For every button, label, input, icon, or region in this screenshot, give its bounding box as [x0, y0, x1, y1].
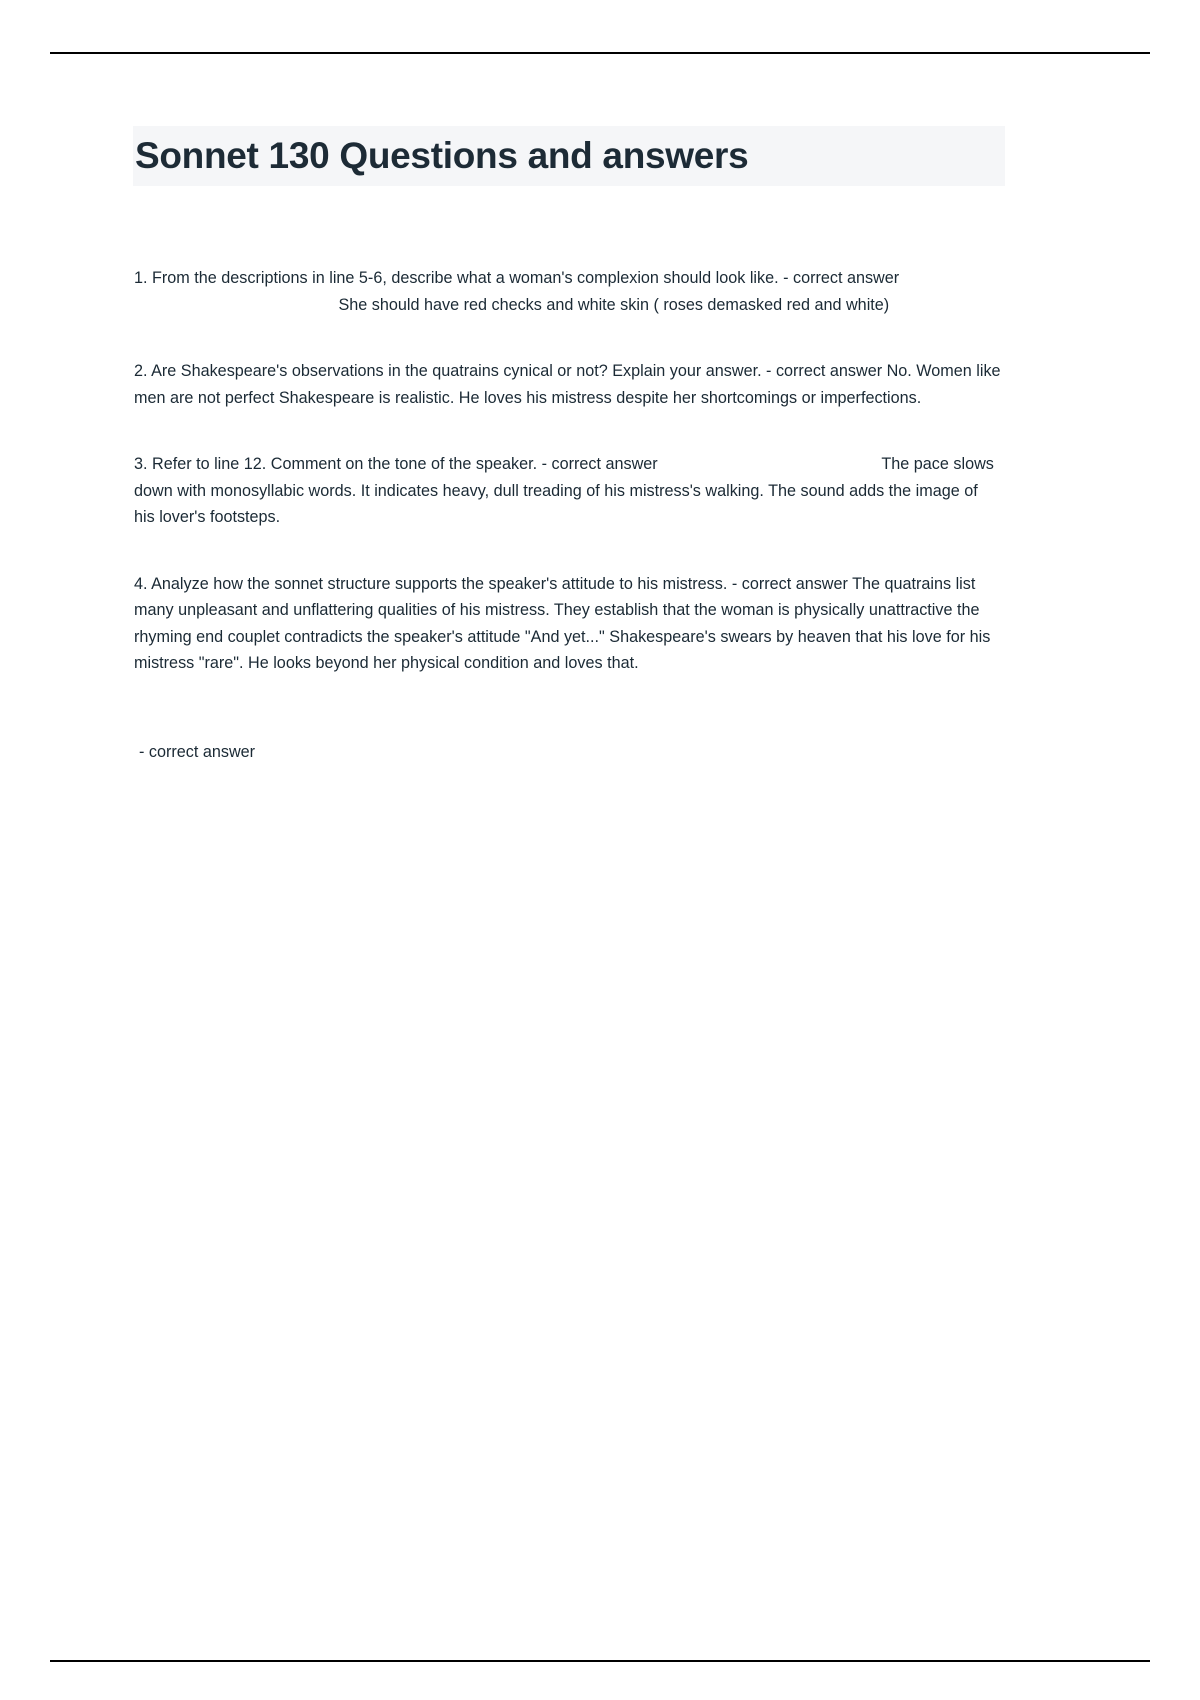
- qa-item: [134, 571, 1002, 677]
- question-text: 2. Are Shakespeare's observations in the quatrains cynical or not? Explain your answer. - correct answer: [134, 362, 883, 380]
- header-divider: [50, 52, 1150, 54]
- qa-list: [134, 265, 1002, 765]
- answer-text: The quatrains list many unpleasant and unflattering qualities of his mistress. They establish that the woman is physically unattractive the rhyming end couplet contradicts the speaker's attitude "And yet..." Shakespeare's swears by heaven that his love for his mistress "rare". He looks beyond her physical condition and loves that.: [134, 574, 991, 672]
- qa-item: [134, 265, 1002, 318]
- footer-divider: [50, 1660, 1150, 1662]
- qa-item: [134, 358, 1002, 411]
- question-text: 3. Refer to line 12. Comment on the tone of the speaker. - correct answer: [134, 455, 658, 473]
- question-text: 1. From the descriptions in line 5-6, describe what a woman's complexion should look like. - correct answer: [134, 269, 900, 287]
- answer-text: The pace slows down with monosyllabic words. It indicates heavy, dull treading of his mistress's walking. The sound adds the image of his lover's footsteps.: [134, 455, 994, 526]
- trailing-note: - correct answer: [139, 742, 256, 761]
- qa-item: [134, 451, 1002, 531]
- page-title: Sonnet 130 Questions and answers: [135, 135, 749, 176]
- answer-text: No. Women like men are not perfect Shakespeare is realistic. He loves his mistress despite her shortcomings or imperfections.: [134, 362, 1001, 407]
- question-text: 4. Analyze how the sonnet structure supports the speaker's attitude to his mistress. - correct answer: [134, 574, 848, 593]
- answer-text: She should have red checks and white skin ( roses demasked red and white): [338, 295, 890, 314]
